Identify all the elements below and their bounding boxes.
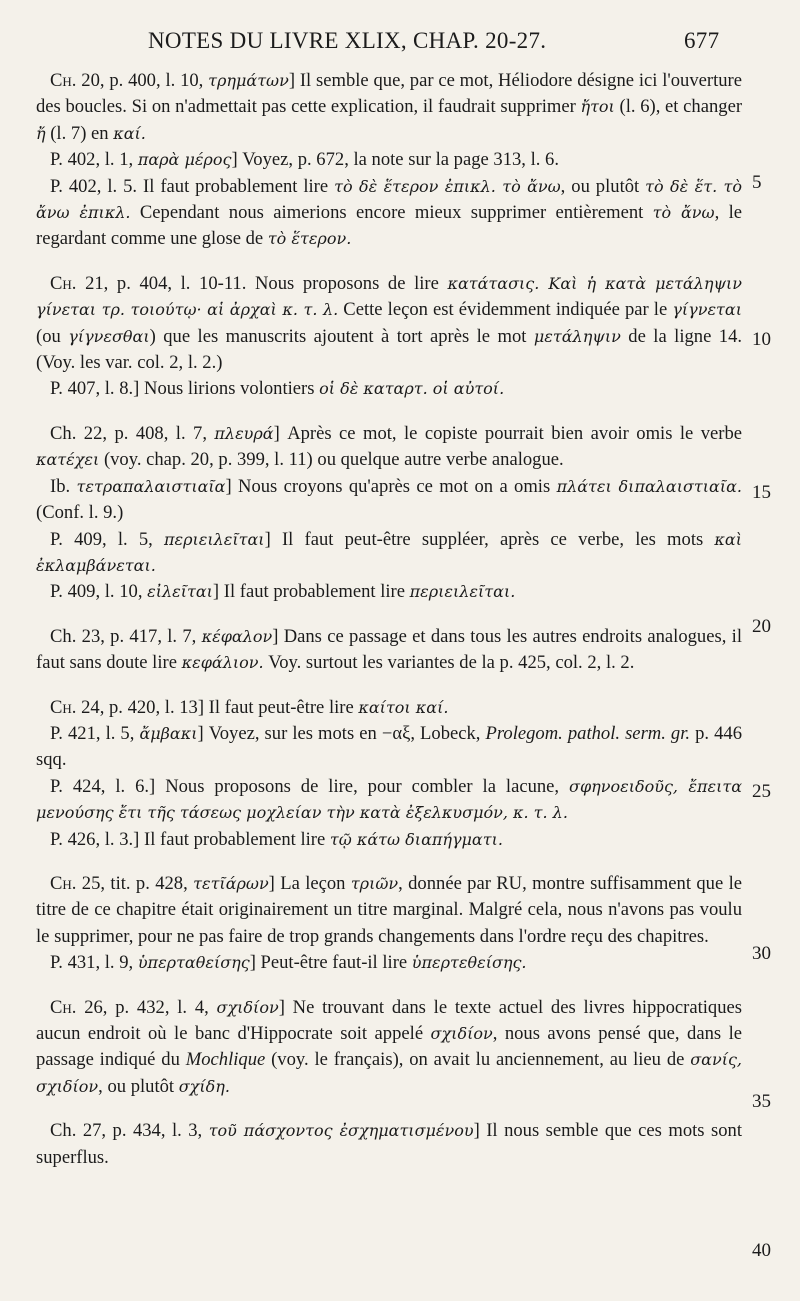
margin-line-number: 25 [752, 781, 771, 802]
note-text: 24, p. 420, l. 13] Il faut peut-être lire [76, 696, 359, 718]
note-text: P. 426, l. 3.] Il faut probablement lire [50, 828, 330, 850]
note-paragraph [36, 147, 742, 173]
italic-title: Mochlique [185, 1049, 266, 1071]
note-text: P. 407, l. 8.] Nous lirions volontiers [50, 378, 320, 400]
note-text: ] Il nous semble que ces mots sont superflus. [36, 1120, 742, 1168]
note-paragraph [36, 474, 742, 527]
chapter-label: Ch. [50, 996, 77, 1018]
note-paragraph [36, 579, 742, 605]
greek-text: σφηνοειδοῦς, ἔπειτα μενούσης ἔτι τῆς τάσεως μοχλείαν τὴν κατὰ ἐξελκυσμόν, κ. τ. λ. [36, 776, 742, 823]
greek-text: ἤ [36, 123, 46, 143]
note-text: p. 446 sqq. [36, 722, 742, 771]
note-text: (l. 6), et changer [614, 96, 743, 118]
note-paragraph [36, 995, 742, 1101]
note-paragraph [36, 624, 742, 677]
note-paragraph [36, 527, 742, 580]
note-text: ] Ne trouvant dans le texte actuel des livres hippocratiques aucun endroit où le banc d'Hippocrate soit appelé [36, 996, 742, 1044]
note-text: (voy. le français), on avait lu anciennement, au lieu de [265, 1049, 691, 1071]
greek-text: τὸ ἄνω [652, 203, 715, 223]
chapter-label: Ch. [50, 272, 77, 294]
running-title: NOTES DU LIVRE XLIX, CHAP. 20-27. [148, 28, 547, 53]
note-text: Ib. [50, 475, 77, 497]
note-paragraph [36, 721, 742, 774]
greek-text: πλάτει διπαλαιστιαῖα. [556, 476, 742, 496]
greek-text: πλευρά [214, 423, 274, 443]
note-text: ] Il semble que, par ce mot, Héliodore désigne ici l'ouverture des boucles. Si on n'admettait pas cette explication, il faudrait supprimer [36, 70, 742, 118]
note-paragraph [36, 68, 742, 147]
greek-text: κατέχει [36, 450, 100, 470]
note-text: 20, p. 400, l. 10, [76, 70, 209, 91]
note-text: (voy. chap. 20, p. 399, l. 11) ou quelque autre verbe analogue. [99, 449, 564, 471]
greek-text: παρὰ μέρος [137, 150, 232, 170]
greek-text: ὑπερταθείσης [137, 953, 250, 973]
note-text: (Conf. l. 9.) [36, 502, 124, 524]
page-number: 677 [684, 28, 720, 53]
greek-text: τρημάτων [208, 71, 289, 90]
note-text: de la ligne 14. (Voy. les var. col. 2, l. 2.) [36, 325, 743, 374]
greek-text: περιειλεῖται [164, 529, 265, 549]
greek-text: εἰλεῖται [147, 582, 213, 602]
greek-text: κατάτασις. Καὶ ἡ κατὰ μετάληψιν γίνεται τρ. τοιούτῳ· αἱ ἀρχαὶ κ. τ. λ. [36, 273, 742, 320]
greek-text: γίγνεσθαι [68, 326, 150, 346]
greek-text: τριῶν [350, 873, 399, 893]
note-text: ] Voyez, sur les mots en −αξ, Lobeck, [197, 722, 486, 744]
note-text: Ch. 27, p. 434, l. 3, [50, 1120, 209, 1142]
note-paragraph [36, 376, 742, 402]
greek-text: τετραπαλαιστιαῖα [76, 476, 226, 496]
note-text: Cependant nous aimerions encore mieux supprimer entièrement [130, 202, 653, 224]
note-text: , donnée par RU, montre suffisamment que le titre de ce chapitre était originairement un titre marginal. Malgré cela, nous n'avons pas voulu le supprimer, pour ne pas faire de trop grands changements dans l'ordre reçu des chapitres. [36, 872, 742, 947]
note-paragraph [36, 774, 742, 827]
note-text: , ou plutôt [98, 1075, 179, 1097]
notes-body [36, 68, 742, 1171]
greek-text: ἄμβακι [139, 723, 198, 743]
greek-text: ὑπερτεθείσης. [411, 953, 527, 973]
note-paragraph [36, 271, 742, 377]
note-text: P. 409, l. 5, [50, 528, 164, 550]
greek-text: σχιδίον [430, 1024, 493, 1043]
note-text: ] Il faut peut-être suppléer, après ce verbe, les mots [264, 528, 715, 550]
margin-line-number: 5 [752, 172, 762, 193]
margin-line-number: 30 [752, 943, 771, 964]
note-text: Ch. 23, p. 417, l. 7, [50, 625, 202, 647]
note-text: ] Il faut probablement lire [212, 581, 410, 603]
note-text: ) que les manuscrits ajoutent à tort après le mot [149, 325, 534, 347]
note-paragraph [36, 174, 742, 253]
note-text: 25, tit. p. 428, [76, 872, 194, 894]
greek-text: κεφάλιον. [181, 653, 264, 673]
note-text: ] Voyez, p. 672, la note sur la page 313, l. 6. [231, 149, 559, 171]
italic-title: Prolegom. pathol. serm. gr. [485, 722, 691, 744]
greek-text: ἤτοι [580, 97, 615, 117]
margin-line-number: 35 [752, 1091, 771, 1112]
note-text: Voy. surtout les variantes de la p. 425, col. 2, l. 2. [263, 652, 635, 674]
greek-text: οἱ δὲ καταρτ. οἱ αὐτοί. [319, 379, 505, 399]
note-text: ] Peut-être faut-il lire [249, 952, 412, 974]
note-paragraph [36, 695, 742, 721]
greek-text: τὸ ἕτερον. [267, 229, 352, 249]
greek-text: καὶ ἐκλαμβάνεται. [36, 529, 742, 575]
greek-text: κέφαλον [201, 626, 273, 646]
greek-text: περιειλεῖται. [409, 582, 516, 602]
greek-text: τῷ κάτω διαπήγματι. [329, 829, 503, 849]
chapter-label: Ch. [50, 70, 77, 91]
greek-text: γίγνεται [672, 300, 742, 320]
greek-text: μετάληψιν [533, 326, 621, 346]
greek-text: τὸ δὲ ἕτ. τὸ ἄνω ἐπικλ. [36, 176, 743, 223]
note-text: (l. 7) en [45, 122, 114, 144]
note-text: , le regardant comme une glose de [36, 202, 743, 250]
note-text: P. 424, l. 6.] Nous proposons de lire, pour combler la lacune, [50, 775, 570, 797]
margin-line-number: 40 [752, 1240, 771, 1261]
greek-text: σανίς, σχιδίον [36, 1050, 743, 1096]
note-text: 21, p. 404, l. 10-11. Nous proposons de lire [76, 272, 448, 294]
note-text: ] Après ce mot, le copiste pourrait bien avoir omis le verbe [273, 422, 743, 444]
margin-line-number: 15 [752, 482, 771, 503]
note-text: P. 431, l. 9, [50, 952, 138, 974]
running-header [0, 20, 800, 60]
margin-line-number: 20 [752, 616, 771, 637]
note-paragraph [36, 871, 742, 950]
note-text: P. 409, l. 10, [50, 581, 148, 603]
note-paragraph [36, 421, 742, 474]
note-text: Ch. 22, p. 408, l. 7, [50, 422, 215, 444]
chapter-label: Ch. [50, 696, 77, 718]
note-text: P. 421, l. 5, [50, 722, 140, 744]
note-text: (ou [36, 325, 69, 347]
greek-text: τοῦ πάσχοντος ἐσχηματισμένου [208, 1121, 474, 1141]
note-text: , ou plutôt [560, 175, 646, 197]
note-text: Cette leçon est évidemment indiquée par le [338, 299, 673, 321]
note-text: , nous avons pensé que, dans le passage indiqué du [36, 1023, 742, 1071]
note-text: 26, p. 432, l. 4, [76, 996, 217, 1018]
greek-text: τετῖάρων [193, 873, 269, 893]
note-paragraph [36, 950, 742, 976]
note-paragraph [36, 827, 742, 853]
note-text: ] Nous croyons qu'après ce mot on a omis [225, 475, 557, 497]
greek-text: καί. [113, 123, 146, 143]
chapter-label: Ch. [50, 872, 77, 894]
note-text: ] La leçon [268, 872, 351, 894]
note-text: ] Dans ce passage et dans tous les autres endroits analogues, il faut sans doute lire [36, 625, 742, 674]
greek-text: σχίδη. [178, 1076, 230, 1096]
greek-text: τὸ δὲ ἕτερον ἐπικλ. τὸ ἄνω [334, 176, 561, 196]
note-paragraph [36, 1118, 742, 1171]
note-text: P. 402, l. 5. Il faut probablement lire [50, 175, 335, 197]
greek-text: καίτοι καί. [358, 697, 449, 717]
greek-text: σχιδίον [216, 997, 279, 1017]
margin-line-number: 10 [752, 329, 771, 350]
note-text: P. 402, l. 1, [50, 149, 138, 171]
